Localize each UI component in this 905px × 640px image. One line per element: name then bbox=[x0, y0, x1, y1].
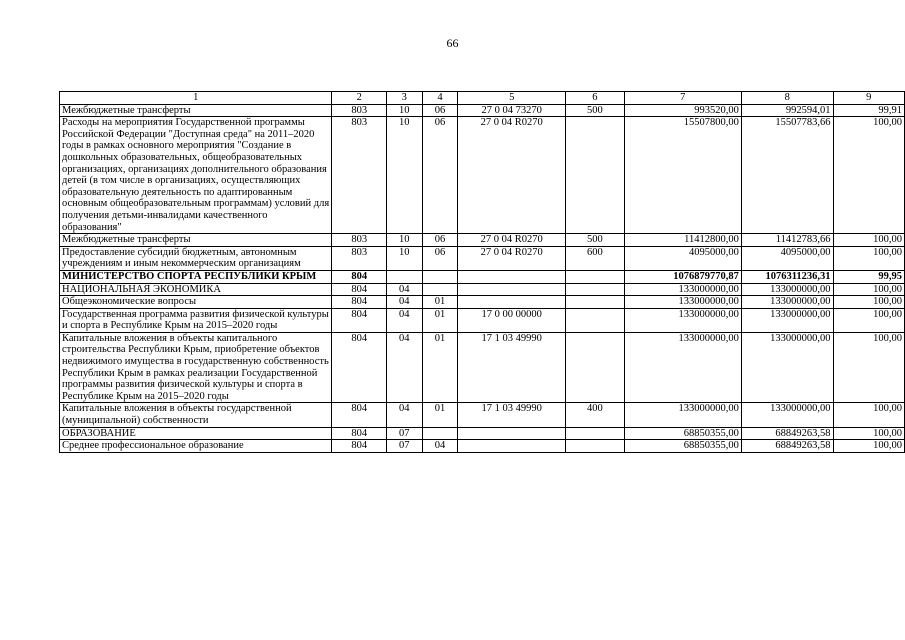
table-row bbox=[60, 403, 905, 427]
code-cell-6 bbox=[566, 332, 624, 403]
code-cell-2: 804 bbox=[332, 440, 386, 453]
header-cell-1: 1 bbox=[60, 92, 332, 105]
code-cell-6: 500 bbox=[566, 234, 624, 247]
code-cell-4: 01 bbox=[422, 403, 458, 427]
table-row bbox=[60, 270, 905, 283]
header-row bbox=[60, 92, 905, 105]
code-cell-4 bbox=[422, 283, 458, 296]
amount-cell-7: 133000000,00 bbox=[624, 283, 741, 296]
description-cell: Общеэкономические вопросы bbox=[60, 296, 332, 309]
amount-cell-7: 133000000,00 bbox=[624, 403, 741, 427]
amount-cell-8: 68849263,58 bbox=[741, 427, 833, 440]
code-cell-5: 27 0 04 R0270 bbox=[458, 246, 566, 270]
amount-cell-7: 1076879770,87 bbox=[624, 270, 741, 283]
header-cell-7: 7 bbox=[624, 92, 741, 105]
code-cell-2: 804 bbox=[332, 332, 386, 403]
description-cell: Межбюджетные трансферты bbox=[60, 234, 332, 247]
code-cell-5 bbox=[458, 270, 566, 283]
percent-cell-9: 100,00 bbox=[833, 234, 904, 247]
code-cell-3: 07 bbox=[386, 427, 422, 440]
code-cell-6: 400 bbox=[566, 403, 624, 427]
code-cell-3: 04 bbox=[386, 296, 422, 309]
code-cell-6 bbox=[566, 270, 624, 283]
amount-cell-8: 68849263,58 bbox=[741, 440, 833, 453]
percent-cell-9: 100,00 bbox=[833, 117, 904, 234]
code-cell-3: 10 bbox=[386, 246, 422, 270]
page-number: 66 bbox=[446, 36, 459, 50]
budget-table bbox=[59, 91, 905, 453]
code-cell-6 bbox=[566, 308, 624, 332]
code-cell-5: 17 0 00 00000 bbox=[458, 308, 566, 332]
percent-cell-9: 100,00 bbox=[833, 403, 904, 427]
amount-cell-8: 992594,01 bbox=[741, 104, 833, 117]
header-cell-4: 4 bbox=[422, 92, 458, 105]
percent-cell-9: 99,91 bbox=[833, 104, 904, 117]
amount-cell-7: 15507800,00 bbox=[624, 117, 741, 234]
code-cell-4: 06 bbox=[422, 246, 458, 270]
code-cell-3: 10 bbox=[386, 234, 422, 247]
amount-cell-7: 68850355,00 bbox=[624, 427, 741, 440]
code-cell-5: 27 0 04 73270 bbox=[458, 104, 566, 117]
table-row bbox=[60, 283, 905, 296]
table-row bbox=[60, 332, 905, 403]
description-cell: НАЦИОНАЛЬНАЯ ЭКОНОМИКА bbox=[60, 283, 332, 296]
description-cell: Среднее профессиональное образование bbox=[60, 440, 332, 453]
code-cell-5 bbox=[458, 440, 566, 453]
amount-cell-8: 15507783,66 bbox=[741, 117, 833, 234]
table-row bbox=[60, 296, 905, 309]
code-cell-2: 803 bbox=[332, 246, 386, 270]
code-cell-3: 07 bbox=[386, 440, 422, 453]
header-cell-3: 3 bbox=[386, 92, 422, 105]
amount-cell-7: 133000000,00 bbox=[624, 332, 741, 403]
code-cell-5: 27 0 04 R0270 bbox=[458, 117, 566, 234]
description-cell: Предоставление субсидий бюджетным, автономным учреждениям и иным некоммерческим организациям bbox=[60, 246, 332, 270]
percent-cell-9: 100,00 bbox=[833, 283, 904, 296]
code-cell-3: 04 bbox=[386, 283, 422, 296]
description-cell: Капитальные вложения в объекты капитального строительства Республики Крым, приобретение объектов недвижимого имущества в государственную собственность Республики Крым в рамках реализации Государственной программы развития физической культуры и спорта в Республике Крым на 2015–2020 годы bbox=[60, 332, 332, 403]
description-cell: Межбюджетные трансферты bbox=[60, 104, 332, 117]
code-cell-6 bbox=[566, 117, 624, 234]
percent-cell-9: 99,95 bbox=[833, 270, 904, 283]
code-cell-5 bbox=[458, 427, 566, 440]
code-cell-6 bbox=[566, 427, 624, 440]
table-row bbox=[60, 117, 905, 234]
code-cell-3: 04 bbox=[386, 403, 422, 427]
code-cell-2: 804 bbox=[332, 296, 386, 309]
amount-cell-7: 11412800,00 bbox=[624, 234, 741, 247]
code-cell-3: 10 bbox=[386, 104, 422, 117]
amount-cell-8: 133000000,00 bbox=[741, 332, 833, 403]
code-cell-6: 600 bbox=[566, 246, 624, 270]
table-row bbox=[60, 246, 905, 270]
code-cell-2: 804 bbox=[332, 283, 386, 296]
amount-cell-7: 133000000,00 bbox=[624, 308, 741, 332]
code-cell-3 bbox=[386, 270, 422, 283]
amount-cell-7: 4095000,00 bbox=[624, 246, 741, 270]
amount-cell-8: 133000000,00 bbox=[741, 283, 833, 296]
code-cell-4: 06 bbox=[422, 117, 458, 234]
code-cell-2: 803 bbox=[332, 234, 386, 247]
header-cell-5: 5 bbox=[458, 92, 566, 105]
code-cell-3: 04 bbox=[386, 332, 422, 403]
table-row bbox=[60, 104, 905, 117]
amount-cell-7: 993520,00 bbox=[624, 104, 741, 117]
amount-cell-8: 133000000,00 bbox=[741, 296, 833, 309]
table-row bbox=[60, 440, 905, 453]
code-cell-4: 06 bbox=[422, 234, 458, 247]
header-cell-8: 8 bbox=[741, 92, 833, 105]
amount-cell-8: 1076311236,31 bbox=[741, 270, 833, 283]
header-cell-2: 2 bbox=[332, 92, 386, 105]
header-cell-6: 6 bbox=[566, 92, 624, 105]
percent-cell-9: 100,00 bbox=[833, 427, 904, 440]
description-cell: ОБРАЗОВАНИЕ bbox=[60, 427, 332, 440]
code-cell-3: 04 bbox=[386, 308, 422, 332]
code-cell-2: 804 bbox=[332, 403, 386, 427]
amount-cell-8: 4095000,00 bbox=[741, 246, 833, 270]
code-cell-4: 04 bbox=[422, 440, 458, 453]
code-cell-5: 17 1 03 49990 bbox=[458, 403, 566, 427]
table-row bbox=[60, 234, 905, 247]
code-cell-4: 06 bbox=[422, 104, 458, 117]
code-cell-5 bbox=[458, 283, 566, 296]
code-cell-2: 804 bbox=[332, 270, 386, 283]
code-cell-5: 17 1 03 49990 bbox=[458, 332, 566, 403]
description-cell: Государственная программа развития физической культуры и спорта в Республике Крым на 2015–2020 годы bbox=[60, 308, 332, 332]
code-cell-6 bbox=[566, 440, 624, 453]
header-cell-9: 9 bbox=[833, 92, 904, 105]
percent-cell-9: 100,00 bbox=[833, 308, 904, 332]
description-cell: МИНИСТЕРСТВО СПОРТА РЕСПУБЛИКИ КРЫМ bbox=[60, 270, 332, 283]
code-cell-4 bbox=[422, 270, 458, 283]
code-cell-4: 01 bbox=[422, 308, 458, 332]
amount-cell-8: 133000000,00 bbox=[741, 403, 833, 427]
code-cell-4 bbox=[422, 427, 458, 440]
code-cell-6 bbox=[566, 283, 624, 296]
code-cell-4: 01 bbox=[422, 332, 458, 403]
percent-cell-9: 100,00 bbox=[833, 296, 904, 309]
percent-cell-9: 100,00 bbox=[833, 440, 904, 453]
code-cell-5 bbox=[458, 296, 566, 309]
code-cell-4: 01 bbox=[422, 296, 458, 309]
code-cell-2: 803 bbox=[332, 104, 386, 117]
description-cell: Расходы на мероприятия Государственной программы Российской Федерации "Доступная среда" на 2011–2020 годы в рамках основного мероприятия "Создание в дошкольных образовательных, общеобразовательных организациях, организациях дополнительного образования детей (в том числе в организациях, осуществляющих образовательную деятельность по адаптированным основным общеобразовательным программам) условий для получения детьми-инвалидами качественного образования" bbox=[60, 117, 332, 234]
percent-cell-9: 100,00 bbox=[833, 246, 904, 270]
amount-cell-8: 11412783,66 bbox=[741, 234, 833, 247]
table-row bbox=[60, 308, 905, 332]
code-cell-2: 803 bbox=[332, 117, 386, 234]
amount-cell-8: 133000000,00 bbox=[741, 308, 833, 332]
code-cell-2: 804 bbox=[332, 308, 386, 332]
amount-cell-7: 133000000,00 bbox=[624, 296, 741, 309]
code-cell-6 bbox=[566, 296, 624, 309]
code-cell-2: 804 bbox=[332, 427, 386, 440]
code-cell-5: 27 0 04 R0270 bbox=[458, 234, 566, 247]
percent-cell-9: 100,00 bbox=[833, 332, 904, 403]
amount-cell-7: 68850355,00 bbox=[624, 440, 741, 453]
code-cell-3: 10 bbox=[386, 117, 422, 234]
table-row bbox=[60, 427, 905, 440]
code-cell-6: 500 bbox=[566, 104, 624, 117]
description-cell: Капитальные вложения в объекты государственной (муниципальной) собственности bbox=[60, 403, 332, 427]
